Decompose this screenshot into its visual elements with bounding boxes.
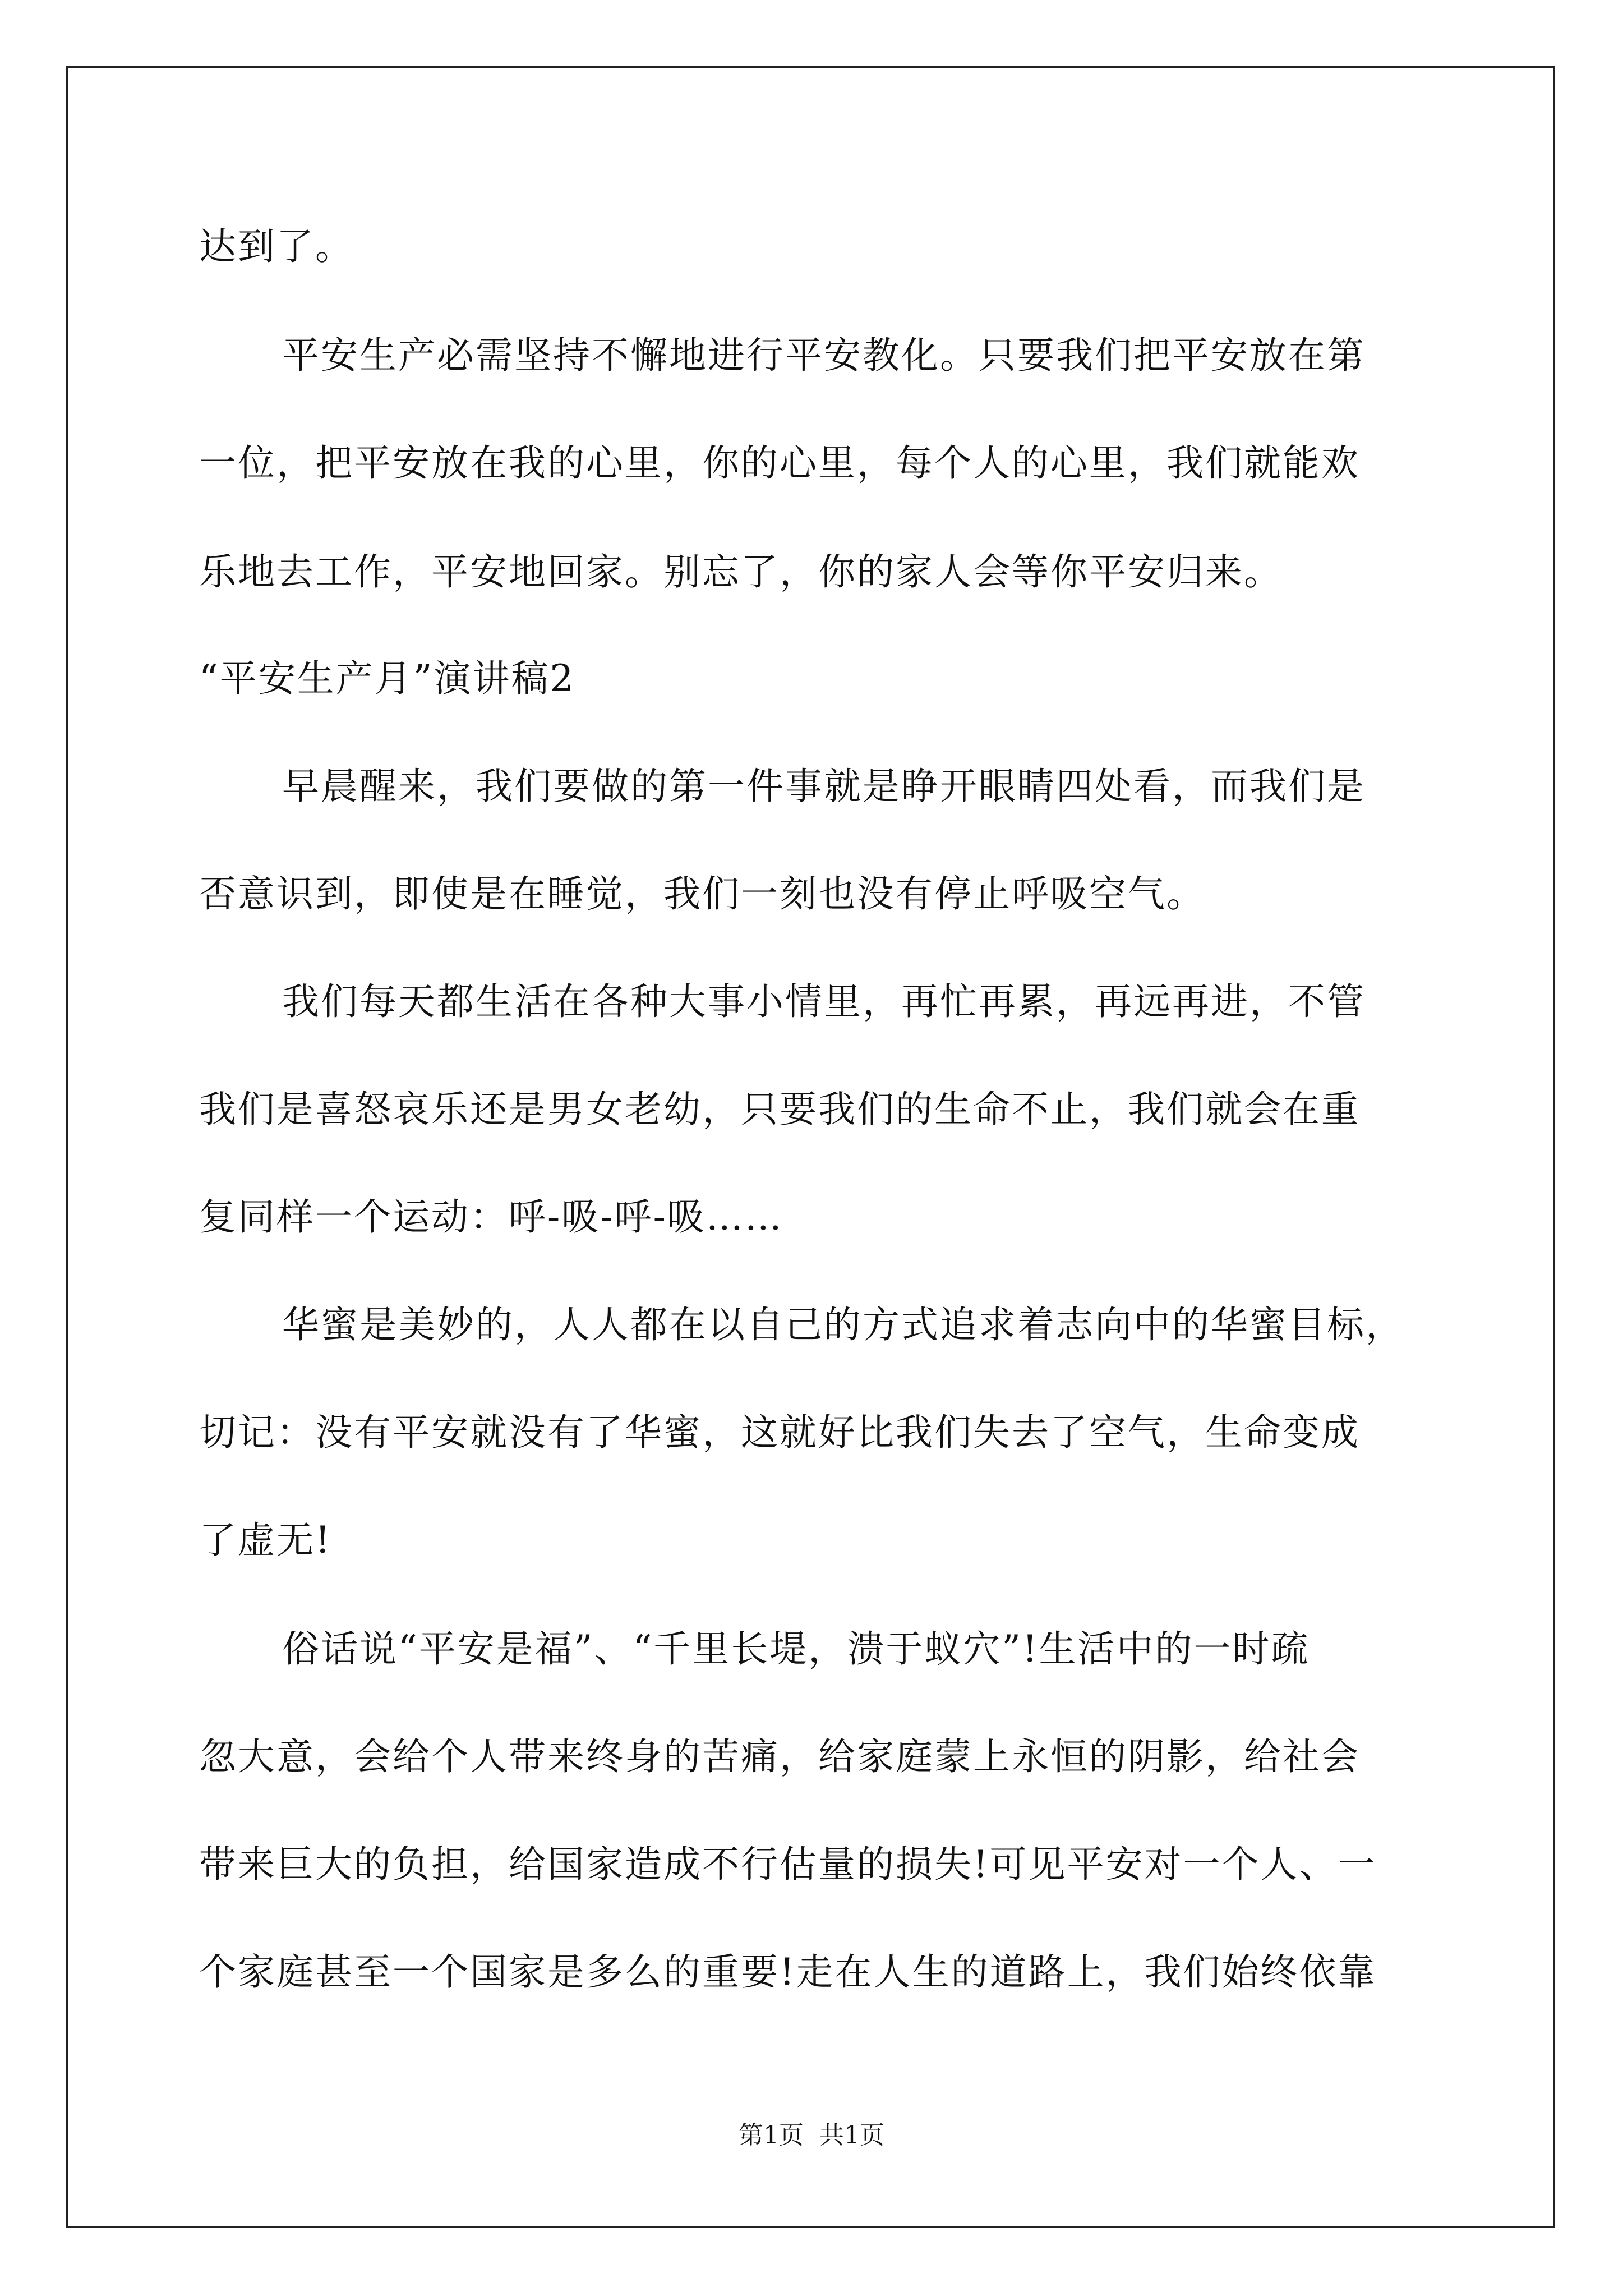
paragraph-start: 俗话说“平安是福”、“千里长堤，溃于蚁穴”!生活中的一时疏 (282, 1627, 1310, 1671)
text-line: 切记：没有平安就没有了华蜜，这就好比我们失去了空气，生命变成 (199, 1411, 1360, 1454)
text-line: 复同样一个运动：呼-吸-呼-吸…… (199, 1195, 783, 1239)
paragraph-start: 华蜜是美妙的，人人都在以自己的方式追求着志向中的华蜜目标， (282, 1303, 1404, 1346)
page-border (66, 66, 1555, 2228)
text-line: 带来巨大的负担，给国家造成不行估量的损失!可见平安对一个人、一 (199, 1843, 1377, 1886)
text-line: 否意识到，即使是在睡觉，我们一刻也没有停止呼吸空气。 (199, 872, 1205, 915)
text-line: 达到了。 (199, 225, 354, 268)
page-footer (0, 2115, 1623, 2151)
text-line: 个家庭甚至一个国家是多么的重要!走在人生的道路上，我们始终依靠 (199, 1950, 1377, 1994)
text-line: 了虚无! (199, 1519, 332, 1562)
text-line: 忽大意，会给个人带来终身的苦痛，给家庭蒙上永恒的阴影，给社会 (199, 1735, 1360, 1778)
paragraph-start: 平安生产必需坚持不懈地进行平安教化。只要我们把平安放在第 (282, 334, 1366, 377)
paragraph-start: 我们每天都生活在各种大事小情里，再忙再累，再远再进，不管 (282, 980, 1366, 1023)
text-line: 我们是喜怒哀乐还是男女老幼，只要我们的生命不止，我们就会在重 (199, 1088, 1360, 1131)
text-line: 乐地去工作，平安地回家。别忘了，你的家人会等你平安归来。 (199, 550, 1283, 593)
page-count: 共1页 (819, 2121, 884, 2150)
section-heading: “平安生产月”演讲稿2 (199, 657, 575, 700)
paragraph-start: 早晨醒来，我们要做的第一件事就是睁开眼睛四处看，而我们是 (282, 765, 1366, 808)
page-number: 第1页 (739, 2121, 804, 2150)
text-line: 一位，把平安放在我的心里，你的心里，每个人的心里，我们就能欢 (199, 441, 1360, 485)
